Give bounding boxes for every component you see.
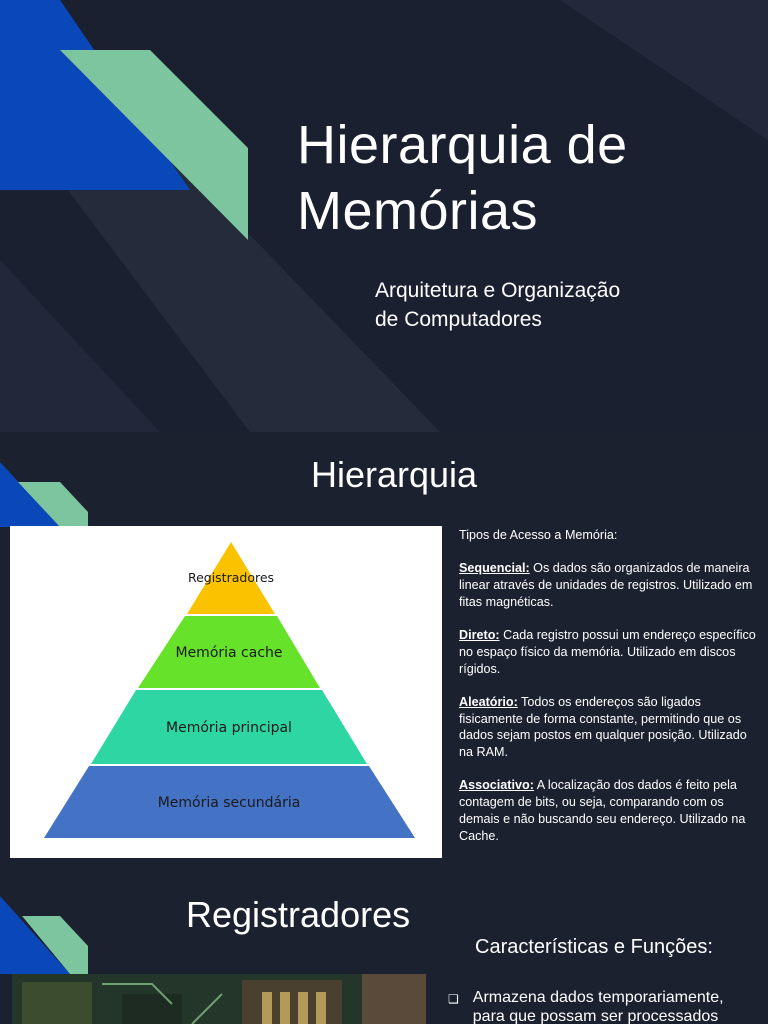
subtitle-line-1: Arquitetura e Organização: [375, 279, 621, 302]
title-line-2: Memórias: [297, 181, 539, 241]
title-line-1: Hierarquia de: [297, 115, 628, 175]
section-title: Hierarquia: [311, 454, 478, 495]
checkbox-bullet-icon: ❑: [448, 992, 459, 1006]
access-types-text: [459, 527, 759, 861]
slide-hierarquia: [0, 432, 768, 864]
section-subtitle: Características e Funções:: [475, 936, 713, 958]
presentation-subtitle: [375, 276, 620, 334]
section-title: Registradores: [186, 894, 411, 935]
access-types-heading: Tipos de Acesso a Memória:: [459, 528, 618, 542]
term-direct: Direto:: [459, 628, 500, 643]
access-type-direct: [459, 627, 759, 677]
subtitle-line-2: de Computadores: [375, 308, 542, 331]
term-random: Aleatório:: [459, 694, 518, 709]
bullet-text: Armazena dados temporariamente, para que possam ser processados: [472, 989, 724, 1024]
presentation-title: [297, 112, 628, 244]
pyramid-label-secondary: Memória secundária: [157, 795, 301, 811]
access-type-associative: [459, 777, 759, 844]
desc-direct: Cada registro possui um endereço específico no espaço físico da memória. Utilizado em discos rígidos.: [459, 628, 756, 676]
term-sequential: Sequencial:: [459, 561, 530, 576]
memory-pyramid: [10, 526, 442, 858]
slide-title: [0, 0, 768, 432]
access-type-random: [459, 694, 759, 761]
pyramid-label-main: Memória principal: [166, 720, 292, 736]
list-item: [448, 988, 758, 1024]
circuit-board-photo: [12, 974, 426, 1024]
desc-sequential: Os dados são organizados de maneira linear através de unidades de registros. Utilizado em fitas magnéticas.: [459, 561, 753, 609]
term-associative: Associativo:: [459, 778, 534, 793]
memory-pyramid-figure: [10, 526, 442, 858]
pyramid-label-registers: Registradores: [187, 570, 275, 585]
access-type-sequential: [459, 560, 759, 610]
circuit-board-image: [12, 974, 426, 1024]
desc-associative: A localização dos dados é feito pela contagem de bits, ou seja, comparando com os demais e não buscando seu endereço. Utilizado na Cache.: [459, 778, 746, 843]
slide-registradores: [0, 864, 768, 1024]
desc-random: Todos os endereços são ligados fisicamente de forma constante, permitindo que os dados sejam postos em qualquer posição. Utilizado na RAM.: [459, 694, 747, 760]
pyramid-label-cache: Memória cache: [175, 645, 283, 661]
